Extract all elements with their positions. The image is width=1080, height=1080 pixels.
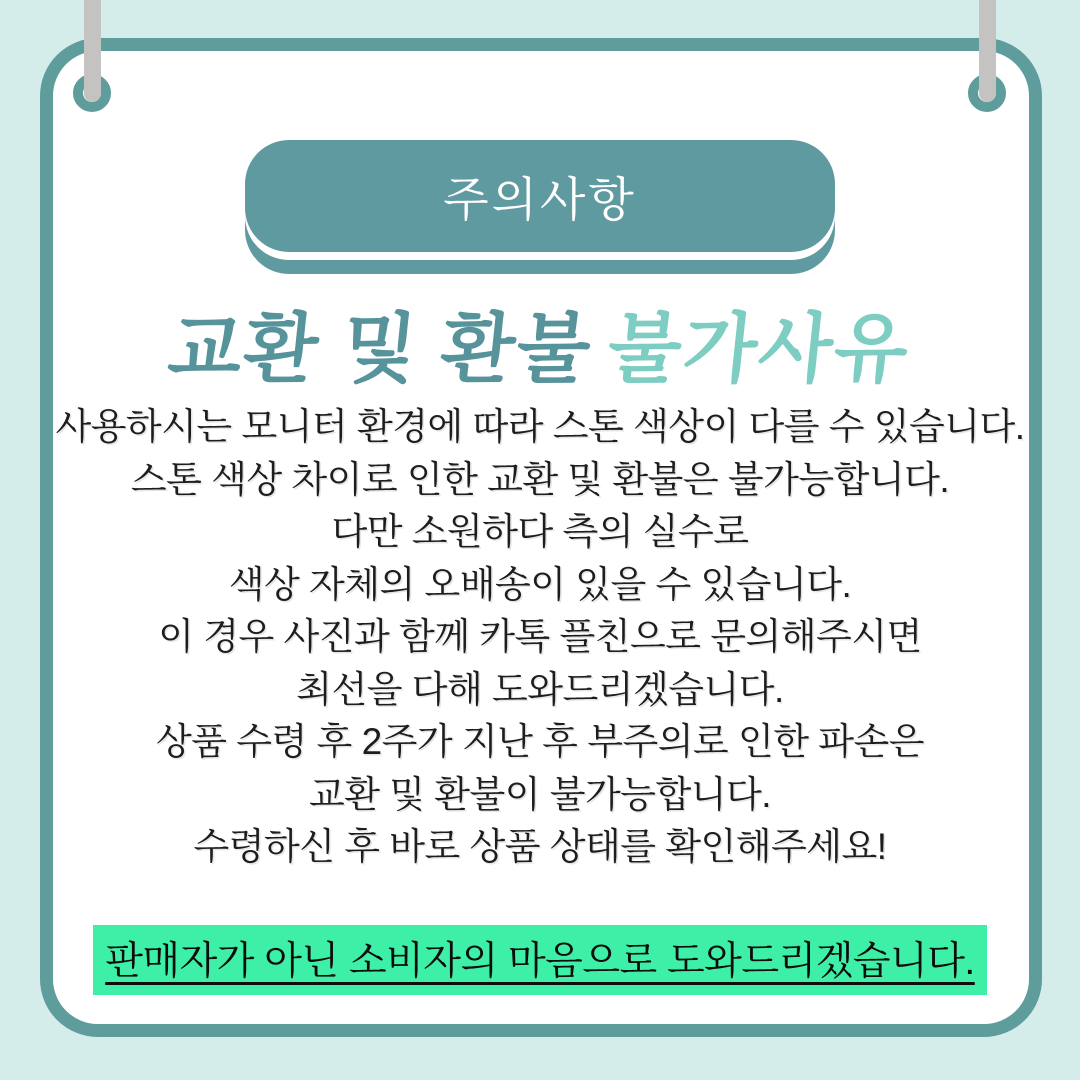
notice-body [0,401,1080,874]
notice-line: 스톤 색상 차이로 인한 교환 및 환불은 불가능합니다. [130,458,950,500]
notice-line: 이 경우 사진과 함께 카톡 플친으로 문의해주시면 [158,616,922,657]
notice-line: 상품 수령 후 2주가 지난 후 부주의로 인한 파손은 [156,721,924,762]
notice-line: 교환 및 환불이 불가능합니다. [308,773,772,815]
highlighted-promise-text: 판매자가 아닌 소비자의 마음으로 도와드리겠습니다. [93,925,987,995]
title-part-exchange-refund: 교환 및 환불 [164,307,597,392]
title-part-impossible-reasons: 불가사유 [603,307,915,392]
notice-line: 다만 소원하다 측의 실수로 [331,511,749,552]
caution-badge [245,140,835,252]
caution-badge-label: 주의사항 [443,172,637,226]
notice-line: 수령하신 후 바로 상품 상태를 확인해주세요! [193,826,887,867]
left-hanging-strap [84,0,101,102]
page-title [0,288,1080,397]
notice-line: 색상 자체의 오배송이 있을 수 있습니다. [228,563,852,605]
notice-line: 사용하시는 모니터 환경에 따라 스톤 색상이 다를 수 있습니다. [55,406,1025,447]
right-hanging-strap [979,0,996,102]
closing-statement [0,925,1080,995]
notice-line: 최선을 다해 도와드리겠습니다. [296,668,784,710]
